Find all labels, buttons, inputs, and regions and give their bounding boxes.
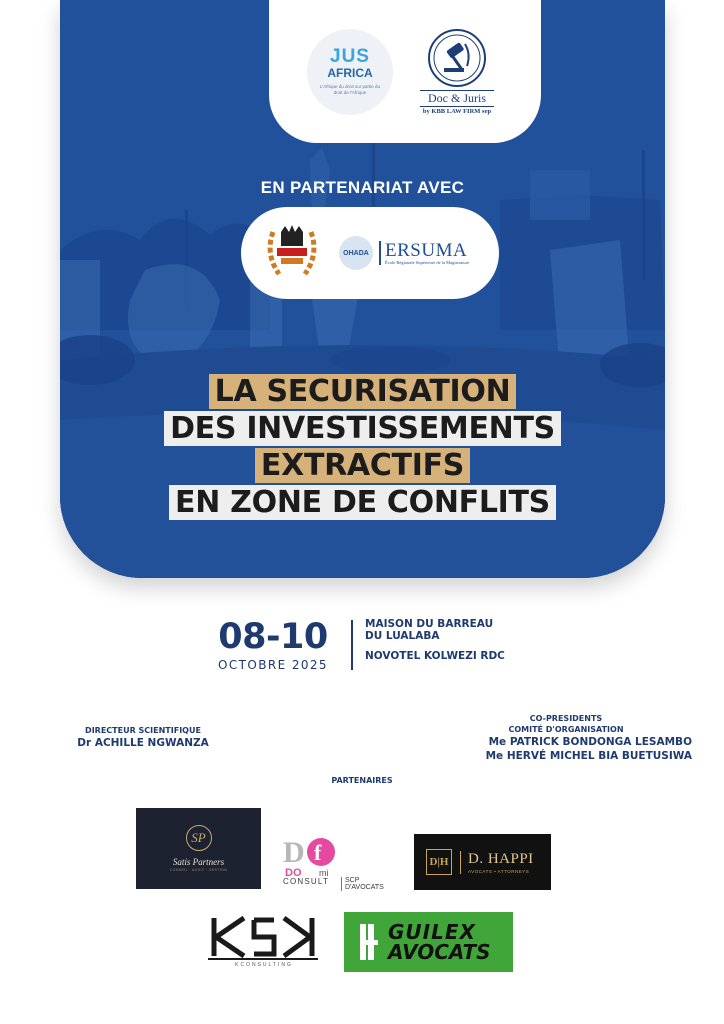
- jus-africa-logo: [307, 29, 393, 115]
- satis-partners-logo: [136, 808, 261, 889]
- event-date-venue: [205, 618, 525, 674]
- copres-label-2: COMITÉ D'ORGANISATION: [508, 725, 624, 734]
- title-line-3: EXTRACTIFS: [255, 448, 470, 483]
- director-name: Dr ACHILLE NGWANZA: [77, 737, 209, 749]
- ersuma-logo: [339, 236, 469, 270]
- title-line-4: EN ZONE DE CONFLITS: [169, 485, 556, 520]
- d-happi-text: [460, 851, 534, 874]
- event-month-year: OCTOBRE 2025: [218, 658, 328, 672]
- dofimi-mark-icon: [283, 832, 339, 880]
- satis-subtitle: CONSEIL · AUDIT · GESTION: [169, 868, 228, 872]
- date-divider: [351, 620, 353, 670]
- doc-juris-logo: [411, 28, 503, 115]
- ersuma-label: ERSUMA: [385, 240, 468, 261]
- scientific-director: [68, 725, 218, 750]
- copres-name-2: Me HERVÉ MICHEL BIA BUETUSIWA: [485, 750, 692, 762]
- event-date: [205, 618, 341, 672]
- d-happi-subtitle: AVOCATS • ATTORNEYS: [468, 868, 530, 874]
- guilex-line-2: AVOCATS: [388, 940, 491, 964]
- partnership-logos: [241, 207, 499, 299]
- copres-name-1: Me PATRICK BONDONGA LESAMBO: [488, 736, 692, 748]
- partnership-heading: EN PARTENARIAT AVEC: [260, 178, 465, 197]
- co-presidents: [440, 713, 692, 763]
- guilex-line-1: GUILEX: [388, 920, 476, 944]
- dofimi-scp-label: SCP D'AVOCATS: [341, 877, 399, 891]
- guilex-mark-icon: [358, 922, 380, 962]
- title-line-1: LA SECURISATION: [209, 374, 517, 409]
- title-line-2: DES INVESTISSEMENTS: [164, 411, 561, 446]
- barreau-laurel-logo: [259, 220, 325, 286]
- event-venue: [365, 618, 505, 662]
- d-happi-name: D. HAPPI: [468, 850, 534, 867]
- jus-africa-line1: JUS: [330, 45, 370, 67]
- ohada-label: OHADA: [343, 249, 369, 257]
- header-logos: [269, 0, 541, 143]
- jus-africa-tagline: L'Afrique du droit sur partie du droit de l'Afrique: [319, 83, 381, 95]
- partners-heading: PARTENAIRES: [331, 776, 393, 785]
- dofimi-consult-logo: [281, 832, 399, 890]
- guilex-avocats-logo: [344, 912, 513, 972]
- svg-text:f: f: [314, 840, 322, 865]
- jus-africa-line2: AFRICA: [327, 65, 373, 80]
- gavel-icon: [427, 28, 487, 88]
- director-label: DIRECTEUR SCIENTIFIQUE: [85, 726, 201, 735]
- d-happi-mark-icon: D|H: [426, 849, 452, 875]
- doc-juris-name: Doc & Juris: [420, 90, 494, 107]
- venue-line-1: MAISON DU BARREAU: [365, 618, 494, 630]
- doc-juris-by: by KBB LAW FIRM sep: [422, 108, 492, 115]
- ksk-mark-icon: [204, 912, 322, 962]
- guilex-text: [388, 922, 491, 962]
- copres-label-1: CO-PRESIDENTS: [529, 714, 603, 723]
- dofimi-consult-label: CONSULT: [283, 877, 330, 886]
- event-days: 08-10: [218, 617, 328, 657]
- svg-text:mi: mi: [319, 868, 329, 878]
- satis-mark-icon: SP: [186, 825, 212, 851]
- ersuma-text-block: [379, 241, 469, 265]
- satis-name: Satis Partners: [172, 857, 225, 867]
- d-happi-logo: [414, 834, 551, 890]
- venue-line-3: NOVOTEL KOLWEZI RDC: [365, 650, 505, 662]
- venue-line-2: DU LUALABA: [365, 630, 440, 642]
- svg-text:D: D: [283, 836, 305, 869]
- hero-banner: [60, 0, 665, 578]
- ersuma-subtitle: École Régionale Supérieure de la Magistrature: [385, 260, 470, 265]
- ksk-consulting-logo: [204, 912, 322, 972]
- event-title: [60, 374, 665, 520]
- ohada-emblem: [339, 236, 373, 270]
- ksk-subtitle: KCONSULTING: [235, 962, 293, 968]
- svg-text:DO: DO: [285, 867, 302, 879]
